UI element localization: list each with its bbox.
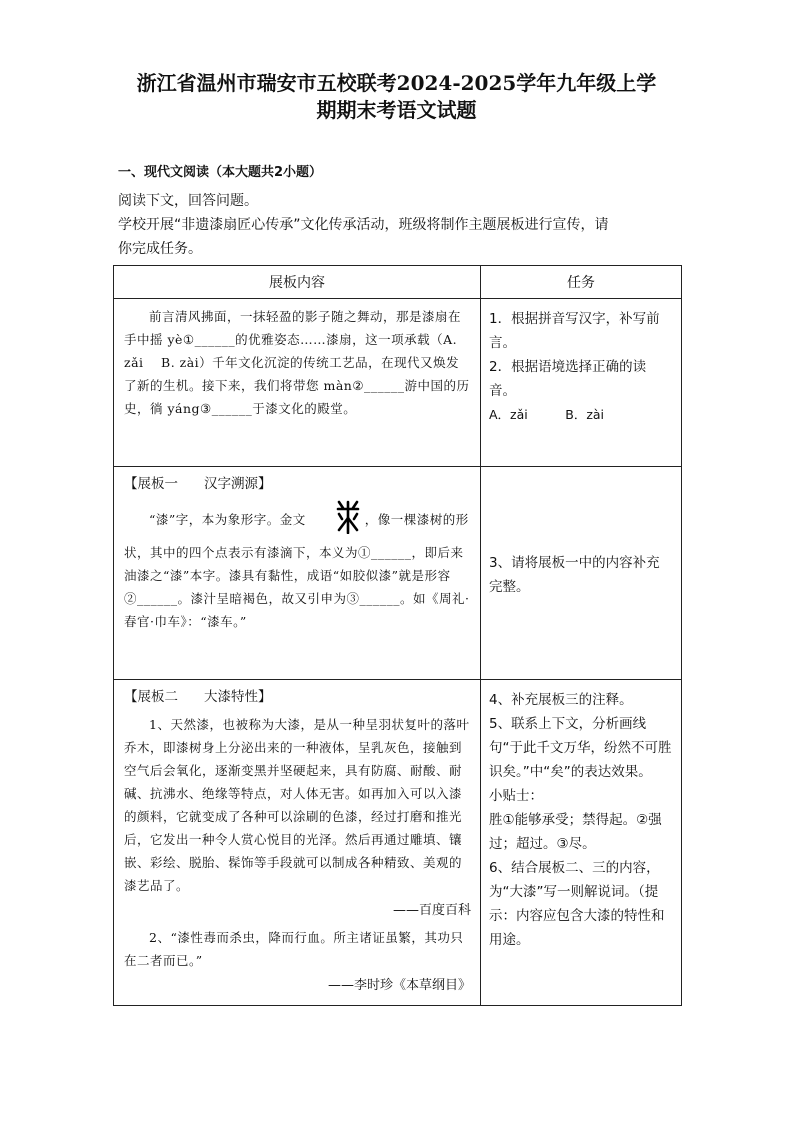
intro-line-1: 阅读下文，回答问题。 <box>118 193 258 209</box>
preface-tasks-cell <box>481 299 682 467</box>
panel-2-name: 大漆特性】 <box>204 689 272 705</box>
ancient-qi-glyph-icon <box>310 500 361 541</box>
panel-2-tasks-cell <box>481 680 682 1006</box>
intro-text <box>118 189 678 261</box>
panel-1-label: 【展板一 <box>124 476 178 492</box>
task-6: 6、结合展板二、三的内容，为“大漆”写一则解说词。（提示：内容应包含大漆的特性和用途。 <box>489 860 665 948</box>
panel-2-cell <box>114 680 481 1006</box>
intro-line-3: 你完成任务。 <box>118 241 202 257</box>
task-4: 4、补充展板三的注释。 <box>489 692 633 708</box>
header-board-content: 展板内容 <box>114 266 481 299</box>
preface-cell <box>114 299 481 467</box>
panel-1-task-cell <box>481 467 682 680</box>
task-1: 1．根据拼音写汉字，补写前言。 <box>489 311 660 351</box>
header-task: 任务 <box>481 266 682 299</box>
table-row-panel-1 <box>114 467 682 680</box>
panel-2-source-1: ——百度百科 <box>392 903 471 918</box>
preface-text: 前言清风拂面，一抹轻盈的影子随之舞动，那是漆扇在手中摇 yè①______的优雅姿态……漆扇，这一项承载（A. zǎi B. zài）千年文化沉淀的传统工艺品，在现代又焕发了新的生机。接下来，我们将带您 màn②______游中国的历史，徜 yáng③______于漆文化的殿堂。 <box>124 309 470 416</box>
task-2: 2．根据语境选择正确的读音。 <box>489 359 647 399</box>
panel-1-text <box>124 500 471 633</box>
intro-line-2: 学校开展“非遗漆扇匠心传承”文化传承活动，班级将制作主题展板进行宣传，请 <box>118 217 609 233</box>
exhibition-board-table <box>113 265 682 1006</box>
section-heading: 一、现代文阅读（本大题共2小题） <box>118 165 323 180</box>
task-3: 3、请将展板一中的内容补充完整。 <box>489 555 660 595</box>
tip-heading: 小贴士： <box>489 788 543 804</box>
panel-2-paragraph-2: 2、“漆性毒而杀虫，降而行血。所主诸证虽繁，其功只在二者而已。” <box>124 930 464 968</box>
table-row-panel-2 <box>114 680 682 1006</box>
panel-1-heading <box>124 473 471 496</box>
panel-2-paragraph-1: 1、天然漆，也被称为大漆，是从一种呈羽状复叶的落叶乔木，即漆树身上分泌出来的一种液体，呈乳灰色，接触到空气后会氧化，逐渐变黑并坚硬起来，具有防腐、耐酸、耐碱、抗沸水、绝缘等特点，对人体无害。如再加入可以入漆的颜料，它就变成了各种可以涂刷的色漆，经过打磨和推光后，它发出一种令人赏心悦目的光泽。然后再通过雕填、镶嵌、彩绘、脱胎、髹饰等手段就可以制成各种精致、美观的漆艺品了。 <box>124 717 470 893</box>
task-5: 5、联系上下文，分析画线句“于此千文万华，纷然不可胜识矣。”中“矣”的表达效果。 <box>489 716 672 780</box>
panel-1-text-b: ，像一棵漆树的形状，其中的四个点表示有漆滴下，本义为①______，即后来油漆之“漆”本字。漆具有黏性，成语“如胶似漆”就是形容②______。漆汁呈暗褐色，故又引申为③______。如《周礼·春官·巾车》：“漆车。” <box>124 512 470 629</box>
table-header-row <box>114 266 682 299</box>
task-2-options: A．zǎi B．zài <box>489 407 605 422</box>
panel-2-label: 【展板二 <box>124 689 178 705</box>
panel-1-text-a: “漆”字，本为象形字。金文 <box>149 512 306 527</box>
panel-1-cell <box>114 467 481 680</box>
tip-content: 胜①能够承受；禁得起。②强过；超过。③尽。 <box>489 812 662 852</box>
panel-1-name: 汉字溯源】 <box>204 476 272 492</box>
panel-2-source-2: ——李时珍《本草纲目》 <box>327 978 471 993</box>
title-line-1: 浙江省温州市瑞安市五校联考2024-2025学年九年级上学 <box>136 71 657 95</box>
table-row-preface <box>114 299 682 467</box>
document-title <box>40 70 753 124</box>
panel-2-heading <box>124 686 471 709</box>
title-line-2: 期期末考语文试题 <box>316 98 477 122</box>
